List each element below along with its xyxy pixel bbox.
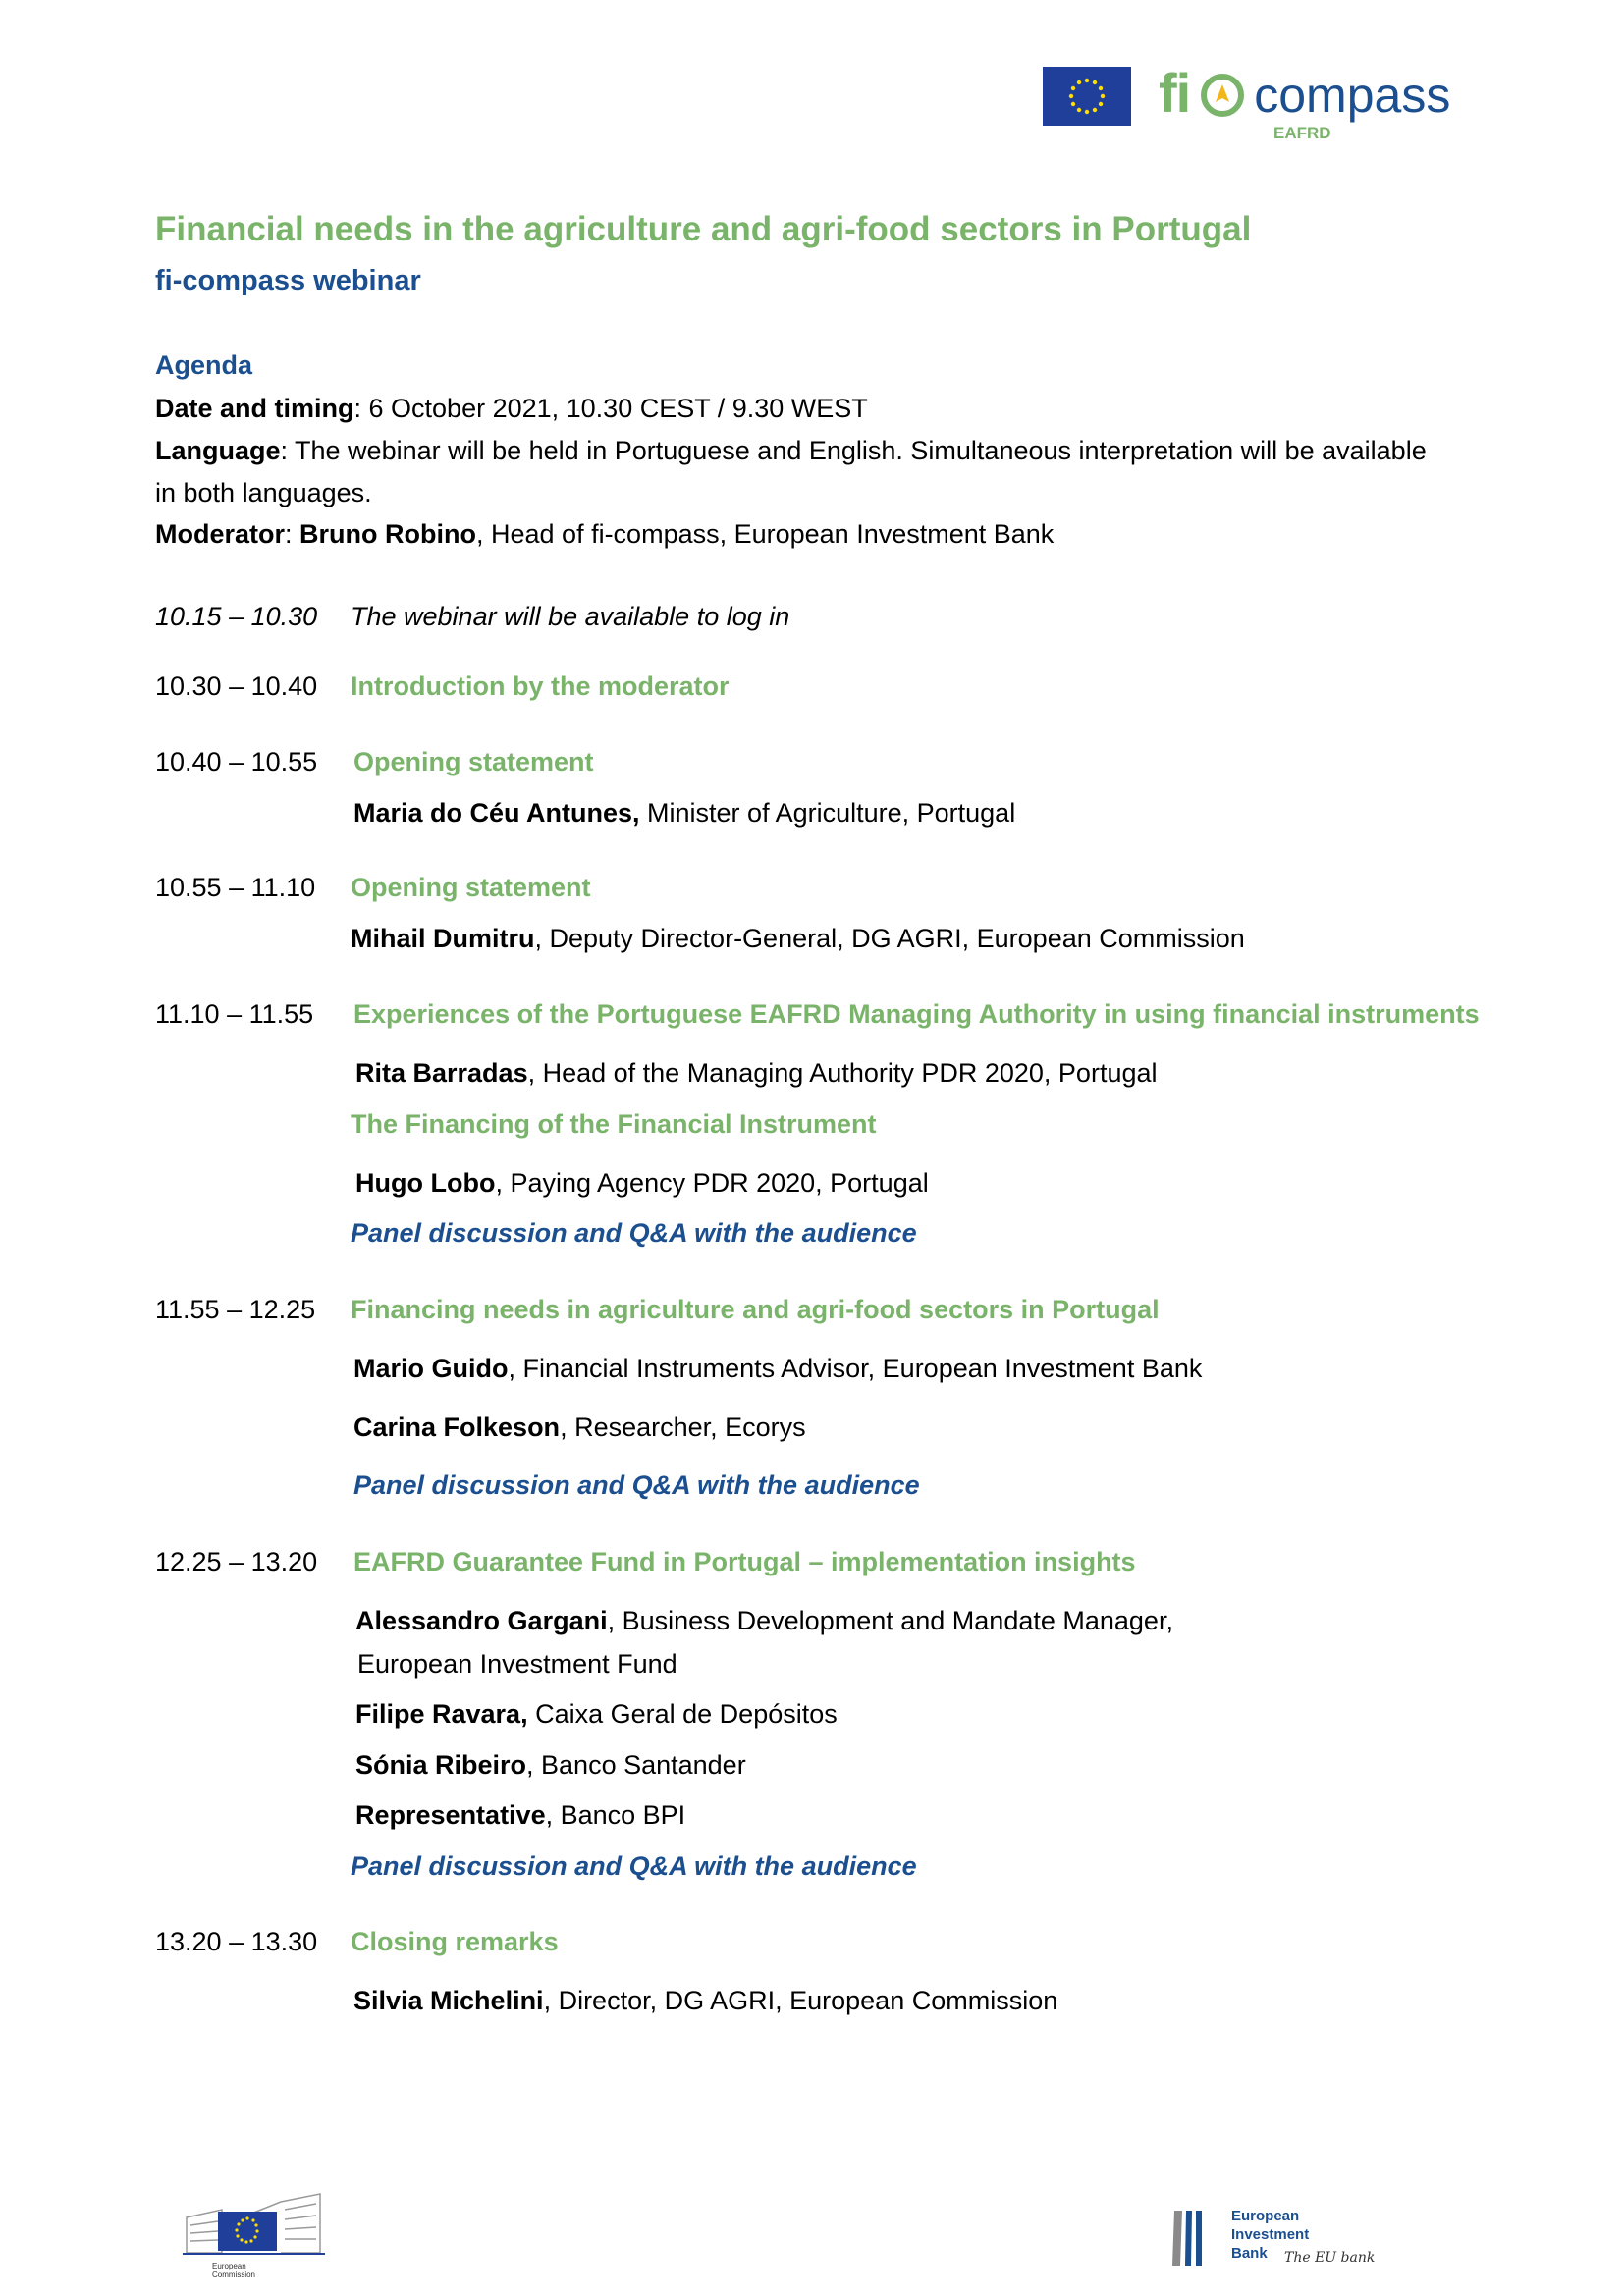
speaker — [355, 1058, 1158, 1089]
session-time: 10.40 – 10.55 — [155, 747, 318, 776]
session-title: Closing remarks — [351, 1927, 559, 1956]
eib-bars-icon — [1170, 2207, 1229, 2269]
moderator-line: Moderator: Bruno Robino, Head of fi-compass, European Investment Bank — [155, 519, 1055, 549]
speaker-name: Rita Barradas — [355, 1058, 528, 1088]
speaker — [351, 924, 1245, 954]
ec-building-icon — [183, 2184, 325, 2255]
moderator-name: Bruno Robino — [299, 519, 476, 549]
speaker — [353, 1986, 1057, 2016]
session-title: Opening statement — [353, 747, 594, 776]
session-title: Opening statement — [351, 873, 591, 902]
session-title: EAFRD Guarantee Fund in Portugal – implementation insights — [353, 1547, 1136, 1576]
speaker-role: , Banco BPI — [545, 1800, 686, 1830]
eib-tagline: The EU bank — [1284, 2250, 1376, 2266]
session-title: Experiences of the Portuguese EAFRD Managing Authority in using financial instruments — [353, 999, 1480, 1029]
speaker — [355, 1750, 746, 1781]
agenda-heading: Agenda — [155, 350, 253, 380]
language-line — [155, 436, 1427, 466]
date-line — [155, 394, 868, 424]
speaker — [355, 1699, 838, 1730]
session-time: 11.10 – 11.55 — [155, 999, 314, 1029]
speaker-role: , Business Development and Mandate Manager, — [607, 1606, 1173, 1635]
session-subtitle: The Financing of the Financial Instrument — [351, 1109, 877, 1139]
session-time: 12.25 – 13.20 — [155, 1547, 318, 1576]
speaker-name: Hugo Lobo — [355, 1168, 496, 1198]
speaker-role: , Researcher, Ecorys — [560, 1413, 806, 1442]
speaker-name: Alessandro Gargani — [355, 1606, 608, 1635]
session-text: The webinar will be available to log in — [351, 602, 790, 631]
speaker-role: , Paying Agency PDR 2020, Portugal — [495, 1168, 929, 1198]
moderator-label: Moderator — [155, 519, 286, 549]
speaker-name: Sónia Ribeiro — [355, 1750, 527, 1780]
page-title: Financial needs in the agriculture and agri-food sectors in Portugal — [155, 210, 1252, 248]
speaker — [355, 1606, 1173, 1636]
eib-logo — [1170, 2207, 1386, 2277]
date-label: Date and timing — [155, 394, 354, 423]
speaker-role: , Deputy Director-General, DG AGRI, European Commission — [534, 924, 1245, 953]
eu-flag-logo — [1043, 67, 1131, 126]
language-line-2: in both languages. — [155, 478, 372, 507]
speaker — [353, 1354, 1202, 1384]
session-title: Financing needs in agriculture and agri-food sectors in Portugal — [351, 1295, 1160, 1324]
session-time: 10.30 – 10.40 — [155, 671, 318, 701]
speaker-role-continued: European Investment Fund — [357, 1649, 677, 1679]
speaker-role: , Financial Instruments Advisor, European Investment Bank — [508, 1354, 1203, 1383]
speaker-role: , Director, DG AGRI, European Commission — [543, 1986, 1058, 2015]
language-label: Language — [155, 436, 281, 465]
speaker-name: Carina Folkeson — [353, 1413, 561, 1442]
speaker — [353, 798, 1015, 828]
speaker — [355, 1800, 685, 1831]
language-value: : The webinar will be held in Portuguese and English. Simultaneous interpretation will be available — [280, 436, 1427, 465]
compass-icon — [1200, 73, 1245, 118]
date-value: : 6 October 2021, 10.30 CEST / 9.30 WEST — [353, 394, 868, 423]
session-time: 10.55 – 11.10 — [155, 873, 316, 902]
speaker — [353, 1413, 806, 1443]
ec-label: European Commission — [212, 2262, 256, 2279]
panel-discussion: Panel discussion and Q&A with the audience — [351, 1851, 917, 1881]
brand-eafrd: EAFRD — [1273, 124, 1331, 142]
speaker-name: Mihail Dumitru — [351, 924, 535, 953]
speaker — [355, 1168, 929, 1199]
eu-stars-icon — [1043, 67, 1131, 126]
speaker-name: Maria do Céu Antunes, — [353, 798, 640, 828]
speaker-role: Minister of Agriculture, Portugal — [639, 798, 1016, 828]
speaker-name: Silvia Michelini — [353, 1986, 544, 2015]
eib-name: European Investment Bank — [1231, 2208, 1310, 2262]
session-time: 10.15 – 10.30 — [155, 602, 318, 631]
speaker-name: Filipe Ravara, — [355, 1699, 528, 1729]
session-time: 11.55 – 12.25 — [155, 1295, 316, 1324]
page-subtitle: fi-compass webinar — [155, 265, 421, 296]
speaker-role: , Head of the Managing Authority PDR 2020, Portugal — [527, 1058, 1158, 1088]
session-title: Introduction by the moderator — [351, 671, 730, 701]
brand-fi: fi — [1159, 62, 1191, 124]
european-commission-logo — [183, 2184, 325, 2277]
speaker-name: Mario Guido — [353, 1354, 509, 1383]
panel-discussion: Panel discussion and Q&A with the audience — [353, 1470, 920, 1500]
speaker-name: Representative — [355, 1800, 546, 1830]
brand-compass: compass — [1254, 68, 1451, 123]
session-time: 13.20 – 13.30 — [155, 1927, 318, 1956]
panel-discussion: Panel discussion and Q&A with the audience — [351, 1218, 917, 1248]
moderator-role: , Head of fi-compass, European Investment Bank — [476, 519, 1055, 549]
speaker-role: Caixa Geral de Depósitos — [527, 1699, 838, 1729]
speaker-role: , Banco Santander — [526, 1750, 746, 1780]
